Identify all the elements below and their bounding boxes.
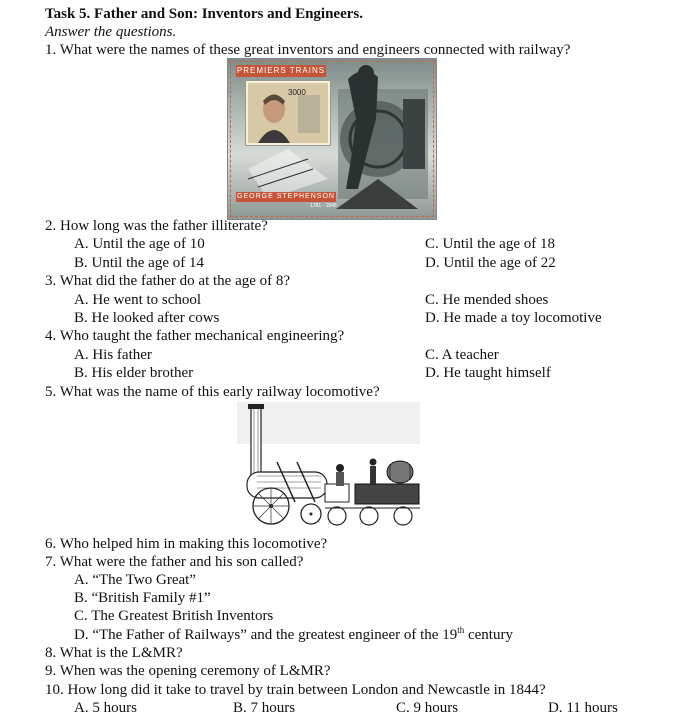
question-9: 9. When was the opening ceremony of L&MR? [45,663,331,679]
stamp-value: 3000 [288,88,306,97]
q7-option-d [74,626,513,644]
q2-option-a: A. Until the age of 10 [74,236,205,252]
q10-option-d: D. 11 hours [548,700,618,716]
q4-option-b: B. His elder brother [74,365,194,381]
q3-option-c: C. He mended shoes [425,292,549,308]
q7-option-d-sup: th [457,625,465,635]
q4-option-a: A. His father [74,347,152,363]
q7-option-d-end: century [464,627,513,643]
question-6: 6. Who helped him in making this locomotive? [45,536,328,552]
q3-option-d: D. He made a toy locomotive [425,310,602,326]
stephenson-stamp-image [227,58,437,220]
q3-option-a: A. He went to school [74,292,202,308]
question-1: 1. What were the names of these great inventors and engineers connected with railway? [45,42,571,58]
q7-option-b: B. “British Family #1” [74,590,211,606]
q10-option-b: B. 7 hours [233,700,296,716]
question-10: 10. How long did it take to travel by train between London and Newcastle in 1844? [45,682,546,698]
question-7: 7. What were the father and his son called? [45,554,304,570]
instruction: Answer the questions. [45,24,177,40]
q7-option-c: C. The Greatest British Inventors [74,608,274,624]
q10-option-a: A. 5 hours [74,700,137,716]
q3-option-b: B. He looked after cows [74,310,220,326]
q7-option-d-text: D. “The Father of Railways” and the greatest engineer of the 19 [74,627,458,643]
rocket-locomotive-image [237,402,420,530]
q7-option-a: A. “The Two Great” [74,572,196,588]
stamp-name: GEORGE STEPHENSON [237,193,335,200]
question-2: 2. How long was the father illiterate? [45,218,268,234]
q2-option-b: B. Until the age of 14 [74,255,204,271]
q2-option-d: D. Until the age of 22 [425,255,556,271]
task-title: Task 5. Father and Son: Inventors and Engineers. [45,6,363,22]
q2-option-c: C. Until the age of 18 [425,236,555,252]
q4-option-d: D. He taught himself [425,365,551,381]
q10-option-c: C. 9 hours [396,700,459,716]
question-5: 5. What was the name of this early railway locomotive? [45,384,380,400]
question-8: 8. What is the L&MR? [45,645,183,661]
q4-option-c: C. A teacher [425,347,499,363]
question-4: 4. Who taught the father mechanical engineering? [45,328,345,344]
stamp-banner: PREMIERS TRAINS [236,66,326,75]
question-3: 3. What did the father do at the age of 8? [45,273,291,289]
stamp-years: 1781 - 1848 [310,203,337,209]
